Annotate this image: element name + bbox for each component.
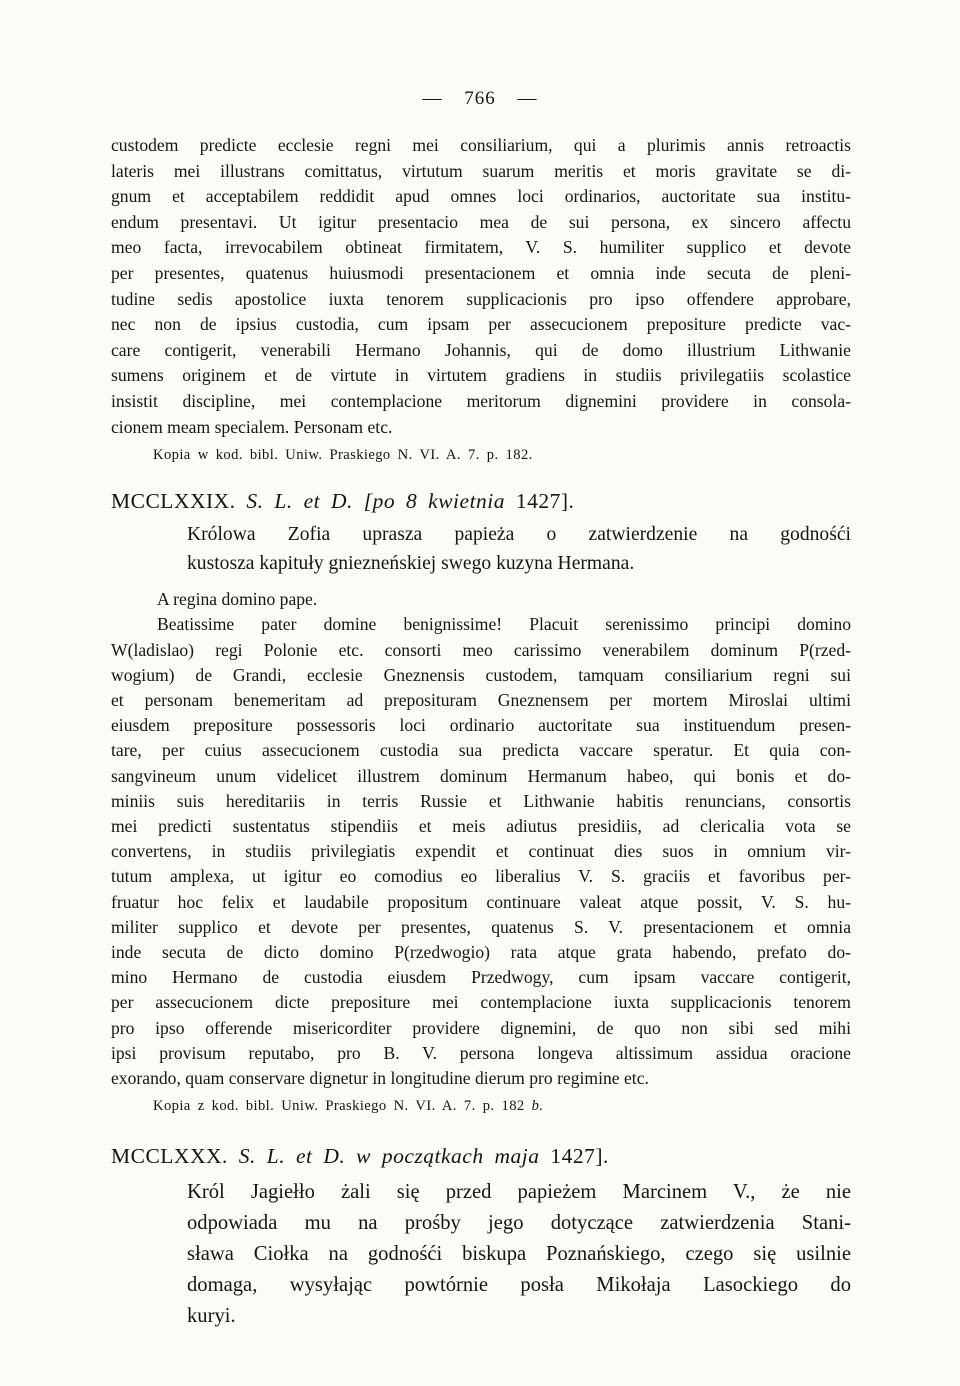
latin-body-1279	[111, 612, 851, 1091]
entry-dateline-year: 1427].	[515, 489, 575, 514]
text-line: wogium) de Grandi, ecclesie Gneznensis custodem, tamquam consiliarium regni sui	[111, 664, 851, 685]
text-line: pro ipso offerende misericorditer providere dignemini, de quo non sibi sed mihi	[111, 1017, 851, 1038]
text-line: Beatissime pater domine benignissime! Placuit serenissimo principi domino	[157, 614, 851, 635]
text-line: W(ladislao) regi Polonie etc. consorti meo carissimo venerabilem dominum P(rzed-	[111, 639, 851, 660]
text-line: nec non de ipsius custodia, cum ipsam per assecucionem prepositure predicte vac-	[111, 314, 851, 335]
page-number: — 766 —	[422, 88, 538, 109]
entry-number: MCCLXXX.	[111, 1144, 228, 1169]
text-line: eiusdem prepositure possessoris loci ordinario auctoritate sua instituendum presen-	[111, 715, 851, 736]
text-line: miniis suis hereditariis in terris Russie et Lithwanie habitis renuncians, consortis	[111, 790, 851, 811]
polish-regest-1279	[187, 520, 851, 578]
text-line: care contigerit, venerabili Hermano Johannis, qui de domo illustrium Lithwanie	[111, 339, 851, 360]
text-column	[111, 133, 851, 1332]
text-line: exorando, quam conservare dignetur in longitudine dierum pro regimine etc.	[111, 1067, 649, 1088]
text-line: odpowiada mu na prośby jego dotyczące zatwierdzenia Stani-	[187, 1212, 851, 1235]
source-note-text: Kopia z kod. bibl. Uniw. Praskiego N. VI. A. 7. p. 182	[153, 1098, 532, 1115]
polish-regest-1280	[187, 1177, 851, 1332]
text-line: lateris mei illustrans comittatus, virtutum suarum meritis et moris gravitate se di-	[111, 160, 851, 181]
text-line: per assecucionem dicte prepositure mei contemplacione iuxta supplicacionis tenorem	[111, 992, 851, 1013]
text-line: per presentes, quatenus huiusmodi presentacionem et omnia inde secuta de pleni-	[111, 262, 851, 283]
entry-dateline: S. L. et D. w początkach maja	[238, 1144, 540, 1169]
text-line: militer supplico et devote per presentes, quatenus S. V. presentacionem et omnia	[111, 916, 851, 937]
text-line: tare, per cuius assecucionem custodia sua predicta vaccare speratur. Et quia con-	[111, 740, 851, 761]
source-note-2	[153, 1098, 851, 1115]
entry-dateline-year: 1427].	[550, 1144, 609, 1169]
text-line: et personam benemeritam ad preposituram Gneznensem per mortem Miroslai ultimi	[111, 689, 851, 710]
entry-heading-mcclxxix	[111, 489, 851, 514]
text-line: kuryi.	[187, 1305, 236, 1328]
text-line: meo facta, irrevocabilem obtineat firmitatem, V. S. humiliter supplico et devote	[111, 237, 851, 258]
text-line: sumens originem et de virtute in virtutem gradiens in studiis privilegatiis scolastice	[111, 365, 851, 386]
latin-paragraph-continuation	[111, 133, 851, 440]
text-line: ipsi provisum reputabo, pro B. V. persona longeva altissimum assidua oracione	[111, 1042, 851, 1063]
text-line: cionem meam specialem. Personam etc.	[111, 416, 393, 437]
source-note-folio: b.	[531, 1098, 544, 1115]
source-note-1: Kopia w kod. bibl. Uniw. Praskiego N. VI. A. 7. p. 182.	[153, 447, 533, 464]
text-line: insistit discipline, mei contemplacione meritorum dignemini providere in consola-	[111, 390, 851, 411]
entry-number: MCCLXXIX.	[111, 489, 236, 514]
text-line: domaga, wysyłając powtórnie posła Mikołaja Lasockiego do	[187, 1274, 851, 1297]
text-line: tudine sedis apostolice iuxta tenorem supplicacionis pro ipso offendere approbare,	[111, 288, 851, 309]
text-line: endum presentavi. Ut igitur presentacio mea de sui persona, ex sincero affectu	[111, 211, 851, 232]
text-line: kustosza kapituły gniezneńskiej swego kuzyna Hermana.	[187, 553, 635, 575]
text-line: tutum amplexa, ut igitur eo comodius eo liberalius V. S. graciis et favoribus per-	[111, 866, 851, 887]
text-line: Królowa Zofia uprasza papieża o zatwierdzenie na godnośći	[187, 524, 851, 546]
text-line: Król Jagiełło żali się przed papieżem Marcinem V., że nie	[187, 1181, 851, 1204]
text-line: gnum et acceptabilem reddidit apud omnes loci ordinarios, auctoritate sua institu-	[111, 186, 851, 207]
text-line: sangvineum unum videlicet illustrem dominum Hermanum habeo, qui bonis et do-	[111, 765, 851, 786]
text-line: convertens, in studiis privilegiatis expendit et continuat dies suos in omnium vir-	[111, 841, 851, 862]
text-line: mei predicti sustentatus stipendiis et meis adiutus presidiis, ad clericalia vota se	[111, 815, 851, 836]
text-line: fruatur hoc felix et laudabile propositum continuare valeat atque possit, V. S. hu-	[111, 891, 851, 912]
text-line: inde secuta de dicto domino P(rzedwogio) rata atque grata habendo, prefato do-	[111, 941, 851, 962]
salutation-line: A regina domino pape.	[157, 589, 318, 610]
text-line: sława Ciołka na godnośći biskupa Poznańskiego, czego się usilnie	[187, 1243, 851, 1266]
text-line: custodem predicte ecclesie regni mei consiliarium, qui a plurimis annis retroactis	[111, 135, 851, 155]
entry-heading-mcclxxx	[111, 1144, 851, 1169]
text-line: mino Hermano de custodia eiusdem Przedwogy, cum ipsam vaccare contigerit,	[111, 967, 851, 988]
entry-dateline: S. L. et D. [po 8 kwietnia	[246, 489, 506, 514]
